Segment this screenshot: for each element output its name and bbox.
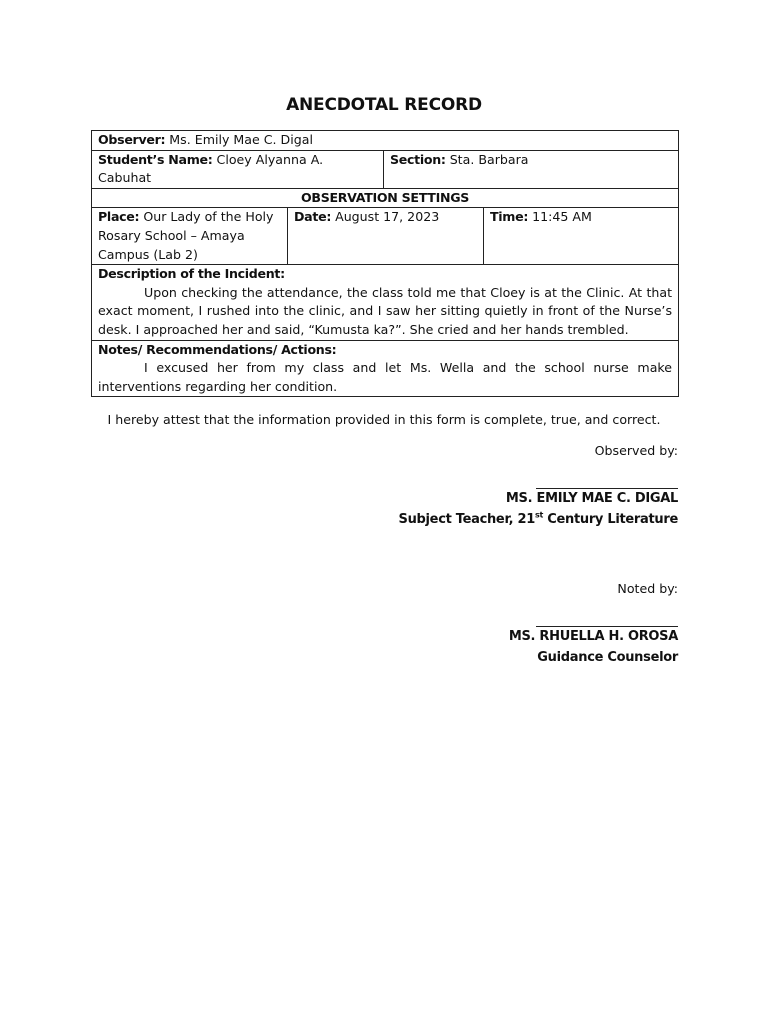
page-title: ANECDOTAL RECORD xyxy=(286,95,482,115)
observed-by-label: Observed by: xyxy=(594,443,678,458)
place-cell xyxy=(92,208,288,265)
observer-row xyxy=(92,131,679,151)
time-value: 11:45 AM xyxy=(532,209,592,225)
place-label: Place: xyxy=(98,209,140,225)
observer-name: MS. EMILY MAE C. DIGAL xyxy=(505,491,678,506)
noted-by-label: Noted by: xyxy=(617,581,678,596)
student-row xyxy=(92,150,679,188)
noter-title: Guidance Counselor xyxy=(537,650,678,665)
section-label: Section: xyxy=(390,151,446,167)
observer-signature-line xyxy=(536,488,678,489)
notes-cell xyxy=(92,340,679,397)
place-value: Our Lady of the Holy Rosary School – Amaya Campus (Lab 2) xyxy=(98,209,274,262)
date-cell xyxy=(288,208,484,265)
observation-settings-heading: OBSERVATION SETTINGS xyxy=(92,188,679,208)
description-text: Upon checking the attendance, the class told me that Cloey is at the Clinic. At that exact moment, I rushed into the clinic, and I saw her sitting quietly in front of the Nurse’s desk. I approached her and said, “Kumusta ka?”. She cried and her hands trembled. xyxy=(98,284,673,337)
student-value: Cloey Alyanna A. Cabuhat xyxy=(98,151,324,186)
observer-title-ordinal: st xyxy=(535,510,544,520)
section-value: Sta. Barbara xyxy=(449,151,529,167)
observer-title-suffix: Century Literature xyxy=(543,512,678,527)
time-cell xyxy=(484,208,679,265)
time-label: Time: xyxy=(490,209,529,225)
settings-heading-row xyxy=(92,188,679,208)
description-cell xyxy=(92,265,679,340)
student-label: Student’s Name: xyxy=(98,151,213,167)
notes-row xyxy=(92,340,679,397)
observer-value: Ms. Emily Mae C. Digal xyxy=(169,132,313,147)
anecdotal-record-table xyxy=(91,130,679,397)
notes-text: I excused her from my class and let Ms. Wella and the school nurse make interventions regarding her condition. xyxy=(98,360,673,394)
description-row xyxy=(92,265,679,340)
observer-title-prefix: Subject Teacher, 21 xyxy=(398,512,536,527)
attestation-statement: I hereby attest that the information provided in this form is complete, true, and correct. xyxy=(107,412,661,427)
description-label: Description of the Incident: xyxy=(98,266,285,282)
date-label: Date: xyxy=(294,209,332,225)
observer-cell xyxy=(92,131,679,151)
student-cell xyxy=(92,150,384,188)
section-cell xyxy=(384,150,679,188)
notes-label: Notes/ Recommendations/ Actions: xyxy=(98,341,337,357)
observer-label: Observer: xyxy=(98,132,166,147)
date-value: August 17, 2023 xyxy=(335,209,440,225)
noter-signature-line xyxy=(536,626,678,627)
settings-row xyxy=(92,208,679,265)
noter-name: MS. RHUELLA H. OROSA xyxy=(508,629,678,644)
observer-title xyxy=(399,512,679,527)
